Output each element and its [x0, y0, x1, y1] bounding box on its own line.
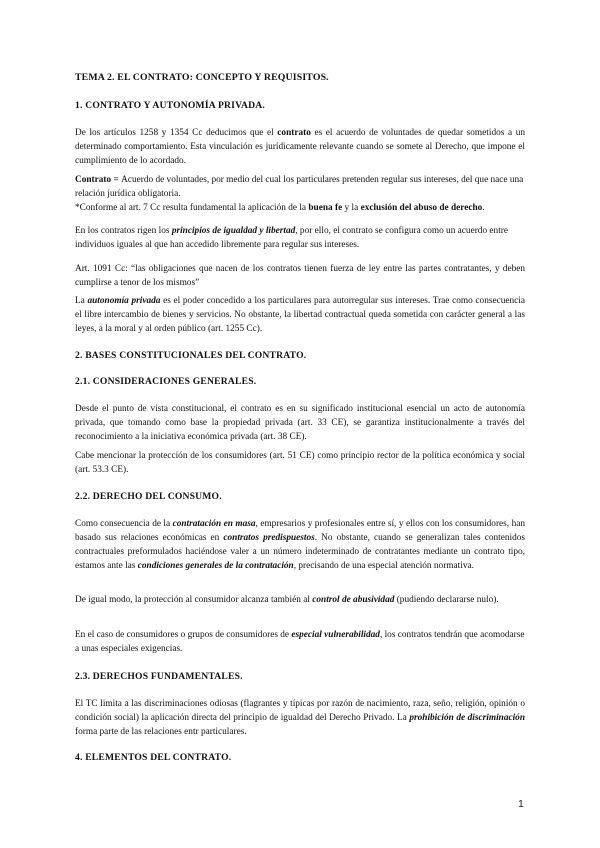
bold-term-prohibicion: prohibición de discriminación	[409, 713, 525, 723]
document-title: TEMA 2. EL CONTRATO: CONCEPTO Y REQUISITOS.	[75, 72, 329, 83]
text-run: De los artículos 1258 y 1354 Cc deducimos que el	[75, 128, 278, 138]
text-run: En los contratos rigen los	[75, 226, 172, 236]
bold-term-contrato-igual: Contrato =	[75, 175, 122, 185]
paragraph-autonomia	[75, 294, 525, 336]
text-run: (pudiendo declararse nulo).	[394, 595, 499, 605]
section-heading-2-2: 2.2. DERECHO DEL CONSUMO.	[75, 491, 222, 502]
text-run: Como consecuencia de la	[75, 519, 173, 529]
paragraph-contrato-igual	[75, 173, 525, 201]
bold-term-contratacion-masa: contratación en masa	[172, 519, 256, 529]
page-number: 1	[518, 798, 524, 810]
bold-term-autonomia: autonomía privada	[87, 296, 161, 306]
bold-term-condiciones-generales: condiciones generales de la contratación	[137, 561, 294, 571]
bold-term-buena-fe: buena fe	[308, 203, 343, 213]
section-heading-1: 1. CONTRATO Y AUTONOMÍA PRIVADA.	[75, 100, 265, 111]
paragraph-principios	[75, 224, 525, 252]
text-run: , empresarios y profesionales entre sí, y ellos con los consumidores, han basado sus relaciones económicas en	[75, 519, 525, 543]
text-run: La	[75, 296, 88, 306]
text-run: es el acuerdo de voluntades de quedar sometidos a un determinado comportamiento. Esta vinculación es jurídicamente relevante cuando se somete al Derecho, que impone el cumplimiento de lo acordado.	[75, 128, 525, 166]
bold-term-contrato: contrato	[277, 128, 311, 138]
paragraph-art7-note	[75, 201, 525, 215]
text-run: , los contratos tendrán que acomodarse a unas especiales exigencias.	[75, 630, 525, 654]
bold-term-abusividad: control de abusividad	[312, 595, 395, 605]
section-heading-2: 2. BASES CONSTITUCIONALES DEL CONTRATO.	[75, 350, 307, 361]
paragraph-contrato-definicion	[75, 126, 525, 168]
text-run: es el poder concedido a los particulares para autorregular sus intereses. Trae como consecuencia el libre intercambio de bienes y servicios. No obstante, la libertad contractual queda sometida con carácter general a las leyes, a la moral y al orden público (art. 1255 Cc).	[75, 296, 525, 334]
section-heading-4: 4. ELEMENTOS DEL CONTRATO.	[75, 752, 232, 763]
bold-term-principios: principios de igualdad y libertad	[171, 226, 296, 236]
text-run: , por ello, el contrato se configura como un acuerdo entre individuos iguales al que han accedido libremente para regular sus intereses.	[75, 226, 508, 250]
text-run: Acuerdo de voluntades, por medio del cual los particulares pretenden regular sus intereses, del que nace una relación jurídica obligatoria.	[75, 175, 524, 199]
text-run: forma parte de las relaciones entr particulares.	[75, 727, 247, 737]
bold-term-contratos-predispuestos: contratos predispuestos	[223, 533, 315, 543]
text-run: y la	[342, 203, 361, 213]
paragraph-abusividad	[75, 593, 525, 607]
paragraph-constitucional: Desde el punto de vista constitucional, el contrato es en su significado institucional esencial un acto de autonomía privada, que tomando como base la propiedad privada (art. 33 CE), se garantiza institucionalmente a través del reconocimiento a la iniciativa económica privada (art. 38 CE).	[75, 404, 525, 442]
paragraph-art1091: Art. 1091 Cc: “las obligaciones que nacen de los contratos tienen fuerza de ley entre las partes contratantes, y deben cumplirse a tenor de los mismos”	[75, 264, 525, 288]
text-run: En el caso de consumidores o grupos de consumidores de	[75, 630, 292, 640]
bold-term-abuso-derecho: exclusión del abuso de derecho	[360, 203, 483, 213]
paragraph-consumidores: Cabe mencionar la protección de los consumidores (art. 51 CE) como principio rector de la política económica y social (art. 53.3 CE).	[75, 451, 525, 475]
section-heading-2-3: 2.3. DERECHOS FUNDAMENTALES.	[75, 671, 243, 682]
paragraph-vulnerabilidad	[75, 628, 525, 656]
paragraph-contratacion-masa	[75, 517, 525, 573]
text-run: . No obstante, cuando se generalizan tales contenidos contractuales preformulados haciéndose valer a un número indeterminado de contratantes mediante un contrato tipo, estamos ante las	[75, 533, 525, 571]
text-run: De igual modo, la protección al consumidor alcanza también al	[75, 595, 313, 605]
section-heading-2-1: 2.1. CONSIDERACIONES GENERALES.	[75, 376, 257, 387]
text-run: .	[482, 203, 485, 213]
text-run: , precisando de una especial atención normativa.	[293, 561, 474, 571]
paragraph-discriminacion	[75, 697, 525, 739]
text-run: *Conforme al art. 7 Cc resulta fundamental la aplicación de la	[75, 203, 309, 213]
text-run: El TC limita a las discriminaciones odiosas (flagrantes y típicas por razón de nacimiento, raza, seño, religión, opinión o condición social) la aplicación directa del principio de igualdad del Derecho Privado. La	[75, 699, 525, 723]
bold-term-vulnerabilidad: especial vulnerabilidad	[291, 630, 380, 640]
